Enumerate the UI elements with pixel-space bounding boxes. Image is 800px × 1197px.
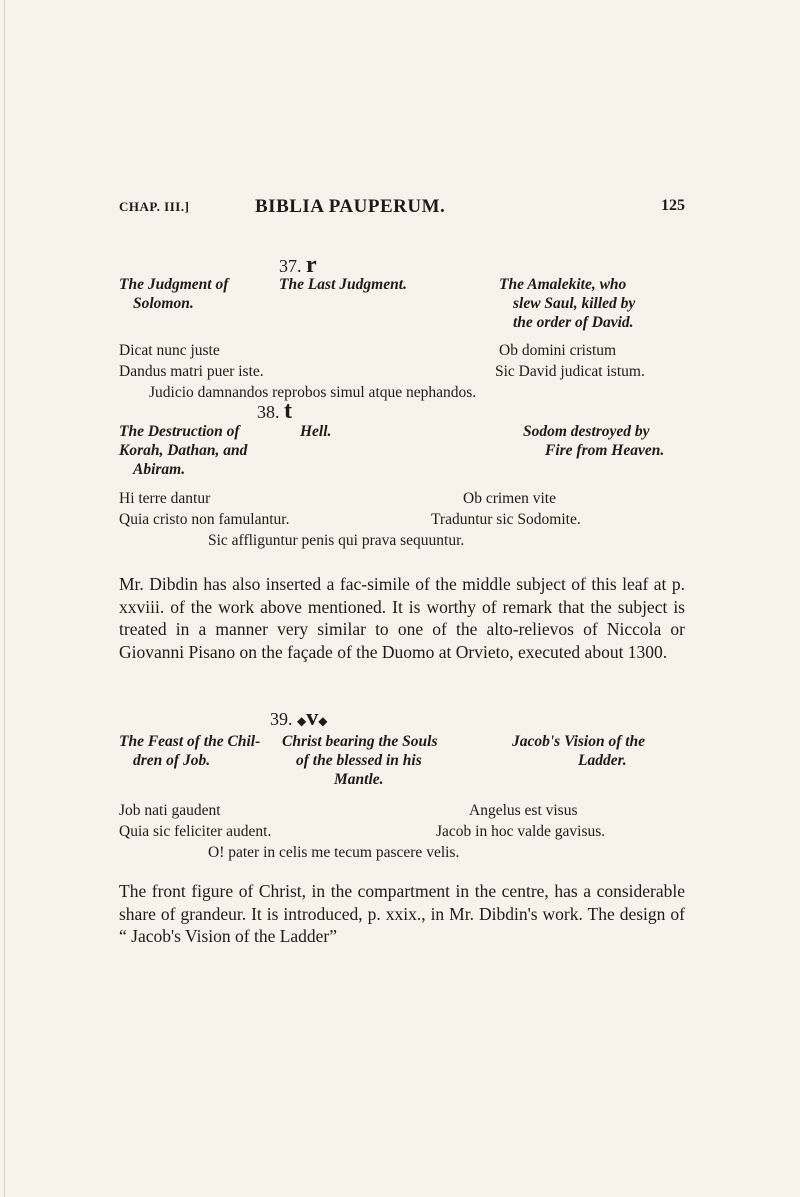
subject-number: 37. (279, 256, 302, 276)
subject-number-line (257, 398, 292, 425)
subject-number: 39. (270, 709, 293, 729)
right-caption: The Amalekite, who slew Saul, killed by the order of David. (499, 276, 636, 331)
left-caption: The Destruction of Korah, Dathan, and Abiram. (119, 423, 248, 478)
verse-center: Sic affliguntur penis qui prava sequuntur. (208, 532, 465, 549)
verse-left: Job nati gaudent Quia sic feliciter audent. (119, 802, 272, 840)
center-caption: Hell. (300, 423, 332, 440)
verse-left: Dicat nunc juste Dandus matri puer iste. (119, 342, 264, 380)
gothic-letter: r (306, 252, 317, 278)
verse-right: Angelus est visus Jacob in hoc valde gavisus. (436, 802, 606, 840)
page-number: 125 (661, 197, 685, 214)
gothic-letter: t (284, 398, 292, 424)
paragraph-1: Mr. Dibdin has also inserted a fac-simile of the middle subject of this leaf at p. xxviii. of the work above mentioned. It is worthy of remark that the subject is treated in a manner very similar to one of the alto-relievos of Niccola or Giovanni Pisano on the façade of the Duomo at Orvieto, executed about 1300. (119, 574, 685, 662)
running-header (119, 196, 685, 220)
left-caption: The Judgment of Solomon. (119, 276, 229, 312)
chapter-label: CHAP. III.] (119, 199, 190, 214)
right-caption: Sodom destroyed by Fire from Heaven. (523, 423, 665, 459)
verse-right: Ob domini cristum Sic David judicat istum. (495, 342, 645, 380)
subject-number: 38. (257, 402, 280, 422)
subject-38 (119, 398, 685, 549)
left-caption: The Feast of the Chil- dren of Job. (119, 733, 261, 769)
center-caption: Christ bearing the Souls of the blessed in his Mantle. (282, 733, 438, 788)
center-caption: The Last Judgment. (279, 276, 407, 293)
verse-right: Ob crimen vite Traduntur sic Sodomite. (431, 490, 581, 528)
verse-left: Hi terre dantur Quia cristo non famulantur. (119, 490, 290, 528)
subject-number-line: 39. ◆v◆ (270, 705, 328, 731)
running-title: BIBLIA PAUPERUM. (255, 196, 446, 217)
gothic-letter: v (306, 705, 319, 731)
page-edge-rule (4, 0, 5, 1197)
paragraph-2: The front figure of Christ, in the compartment in the centre, has a considerable share of grandeur. It is introduced, p. xxix., in Mr. Dibdin's work. The design of “ Jacob's Vision of the Ladder” (119, 881, 685, 946)
verse-center: Judicio damnandos reprobos simul atque nephandos. (149, 384, 477, 401)
subject-39 (119, 705, 685, 861)
subject-37 (119, 252, 685, 401)
verse-center: O! pater in celis me tecum pascere velis. (208, 844, 460, 861)
right-caption: Jacob's Vision of the Ladder. (512, 733, 646, 769)
